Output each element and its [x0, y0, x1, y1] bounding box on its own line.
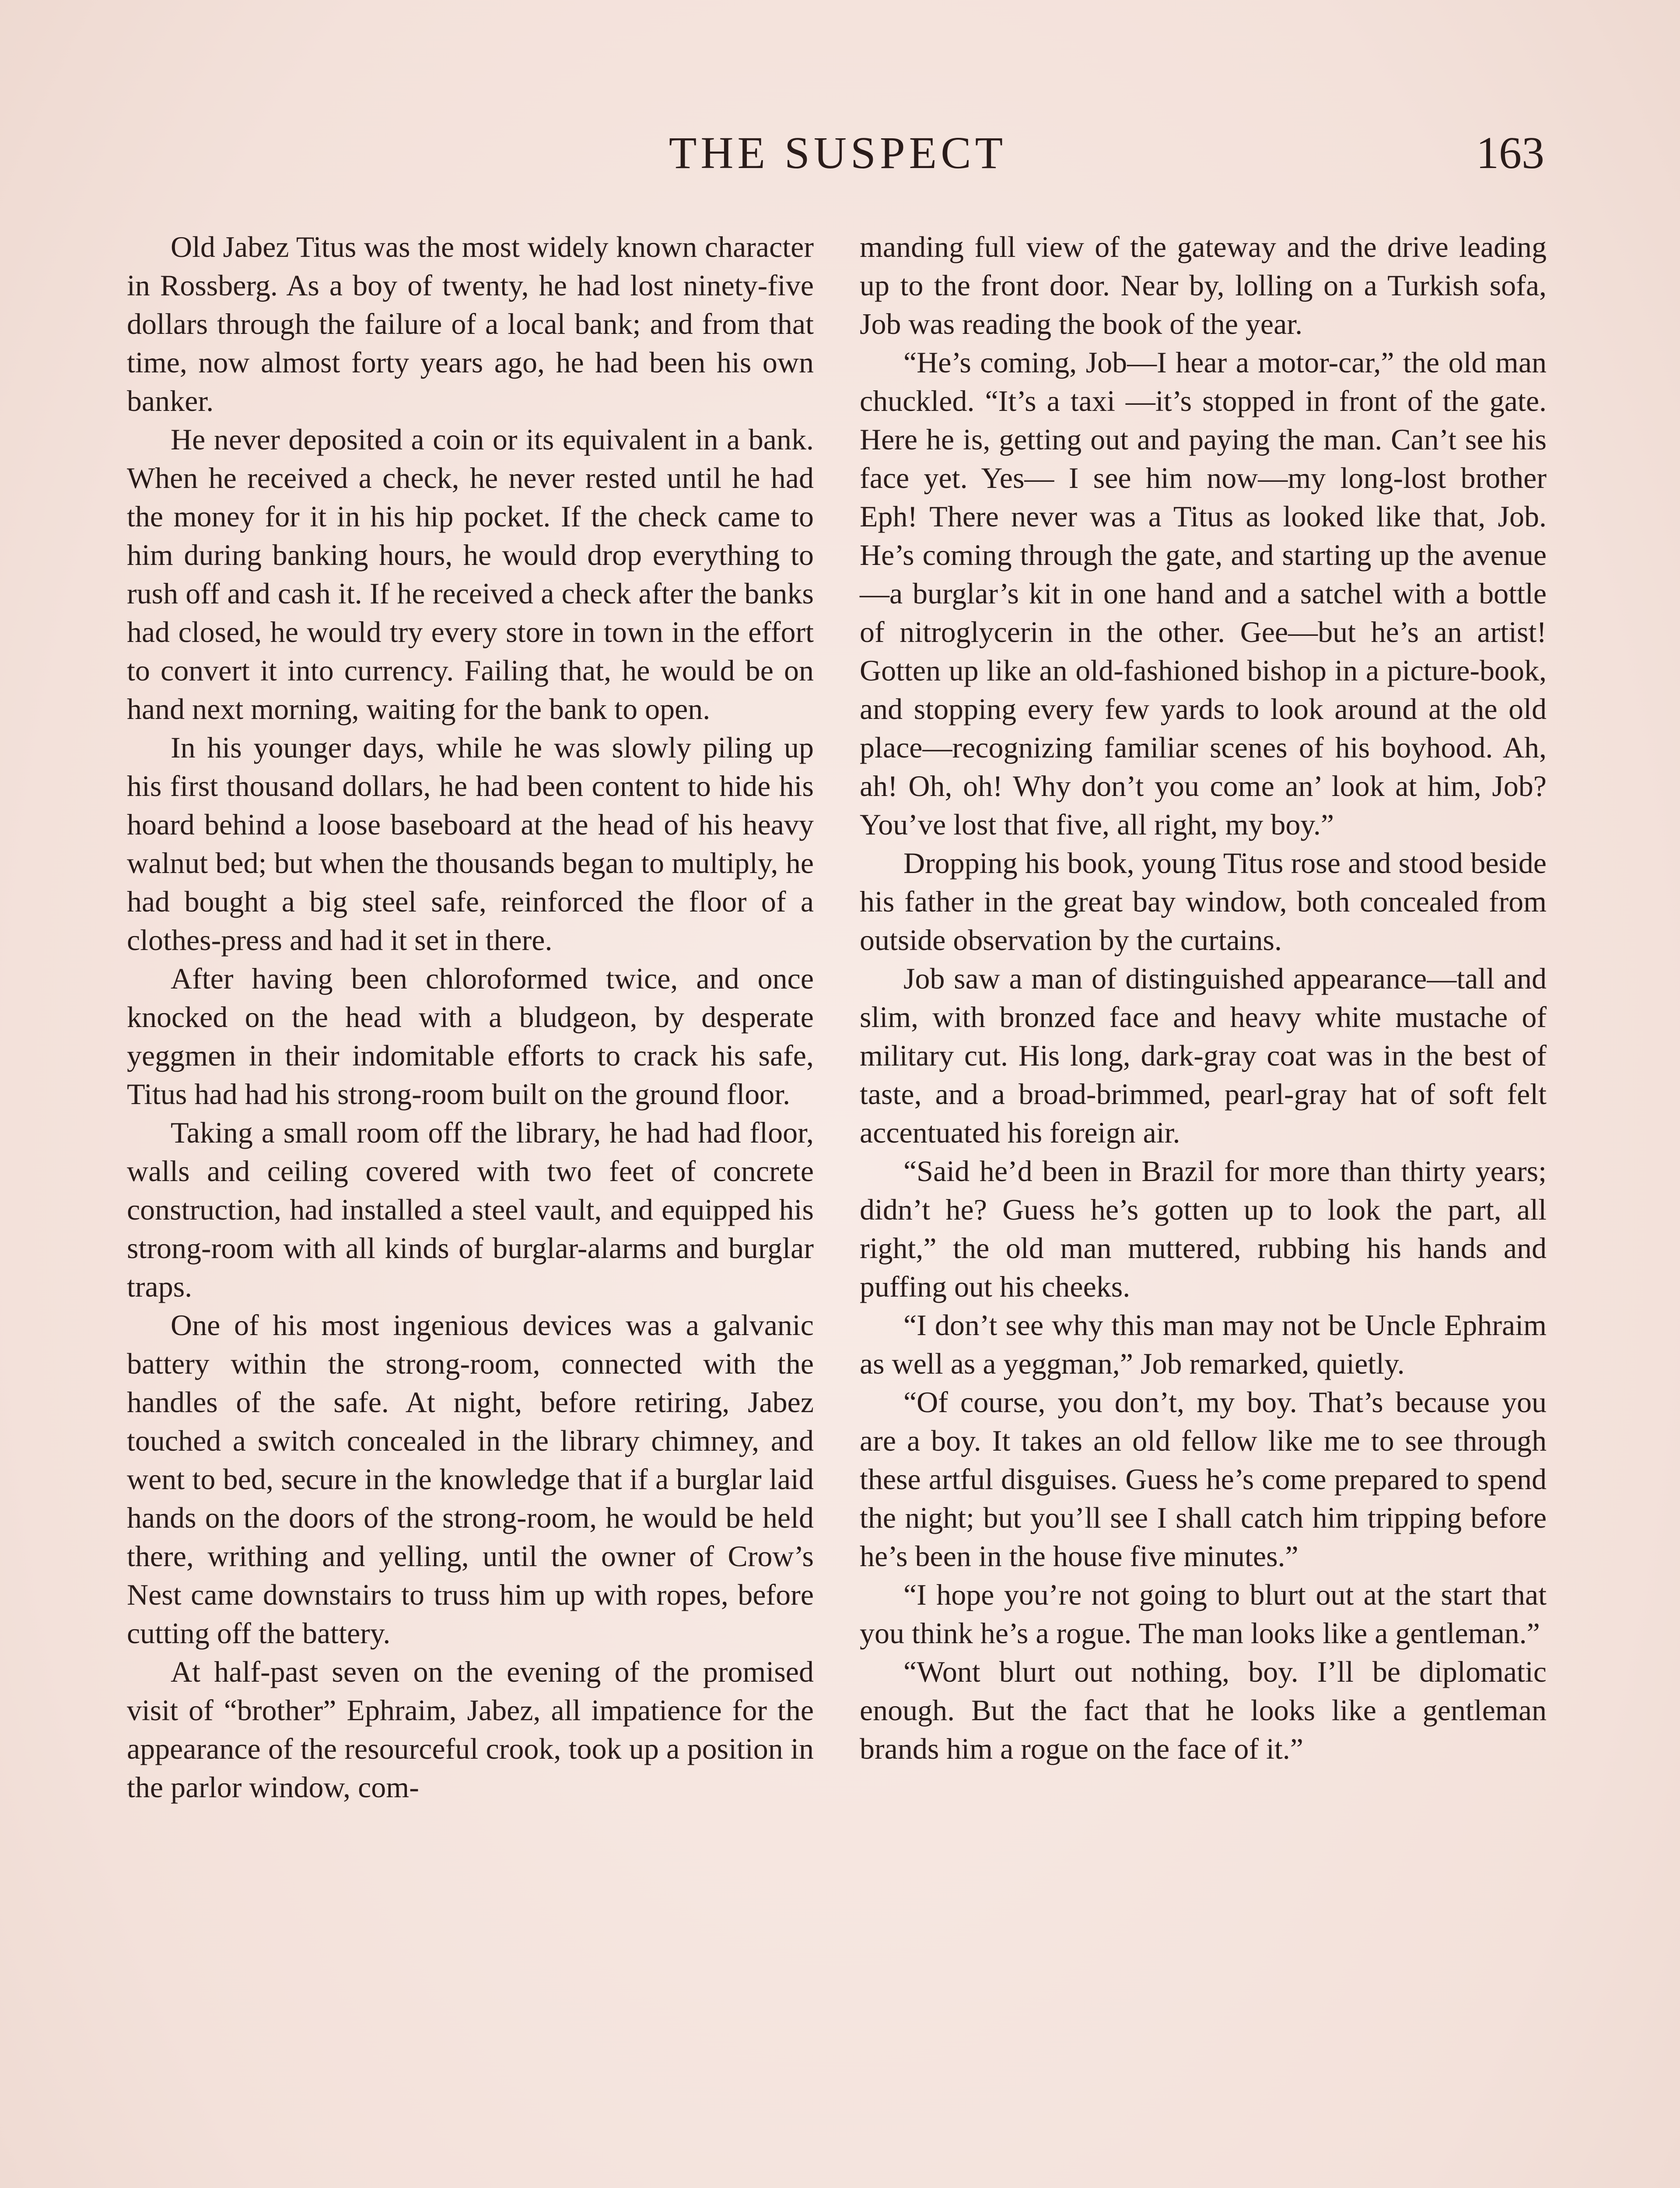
paragraph: “Wont blurt out nothing, boy. I’ll be diplomatic enough. But the fact that he looks like a gentleman brands him a rogue on the face of it.” — [860, 1655, 1547, 1765]
paragraph: “Of course, you don’t, my boy. That’s because you are a boy. It takes an old fellow like me to see through these artful disguises. Guess he’s come prepared to spend the night; but you’ll see I shall catch him tripping before he’s been in the house five minutes.” — [860, 1385, 1547, 1573]
left-column — [127, 228, 814, 2188]
paragraph: Taking a small room off the library, he had had floor, walls and ceiling covered with two feet of concrete construction, had installed a steel vault, and equipped his strong-room with all kinds of burglar-alarms and burglar traps. — [127, 1116, 814, 1303]
paragraph-continued: manding full view of the gateway and the drive leading up to the front door. Near by, lolling on a Turkish sofa, Job was reading the book of the year. — [860, 230, 1547, 340]
paragraph: After having been chloroformed twice, and once knocked on the head with a bludgeon, by desperate yeggmen in their indomitable efforts to crack his safe, Titus had had his strong-room built on the ground floor. — [127, 962, 814, 1111]
page-number: 163 — [1476, 128, 1544, 178]
right-column — [860, 228, 1547, 2188]
text-columns — [127, 228, 1547, 2188]
paragraph: “I don’t see why this man may not be Uncle Ephraim as well as a yeggman,” Job remarked, quietly. — [860, 1308, 1547, 1380]
paragraph: Dropping his book, young Titus rose and stood beside his father in the great bay window, both concealed from outside observation by the curtains. — [860, 846, 1547, 957]
page-header — [131, 127, 1544, 188]
paragraph: Old Jabez Titus was the most widely known character in Rossberg. As a boy of twenty, he had lost ninety-five dollars through the failure of a local bank; and from that time, now almost forty years ago, he had been his own banker. — [127, 230, 814, 417]
paragraph: “He’s coming, Job—I hear a motor-car,” the old man chuckled. “It’s a taxi —it’s stopped in front of the gate. Here he is, getting out and paying the man. Can’t see his face yet. Yes— I see him now—my long-lost brother Eph! There never was a Titus as looked like that, Job. He’s coming through the gate, and starting up the avenue—a burglar’s kit in one hand and a satchel with a bottle of nitroglycerin in the other. Gee—but he’s an artist! Gotten up like an old-fashioned bishop in a picture-book, and stopping every few yards to look around at the old place—recognizing familiar scenes of his boyhood. Ah, ah! Oh, oh! Why don’t you come an’ look at him, Job? You’ve lost that five, all right, my boy.” — [860, 346, 1547, 841]
running-title: THE SUSPECT — [668, 128, 1007, 178]
paragraph: “I hope you’re not going to blurt out at the start that you think he’s a rogue. The man looks like a gentleman.” — [860, 1578, 1547, 1650]
paragraph: One of his most ingenious devices was a galvanic battery within the strong-room, connected with the handles of the safe. At night, before retiring, Jabez touched a switch concealed in the library chimney, and went to bed, secure in the knowledge that if a burglar laid hands on the doors of the strong-room, he would be held there, writhing and yelling, until the owner of Crow’s Nest came downstairs to truss him up with ropes, before cutting off the battery. — [127, 1308, 814, 1650]
paragraph: Job saw a man of distinguished appearance—tall and slim, with bronzed face and heavy white mustache of military cut. His long, dark-gray coat was in the best of taste, and a broad-brimmed, pearl-gray hat of soft felt accentuated his foreign air. — [860, 962, 1547, 1149]
paragraph: He never deposited a coin or its equivalent in a bank. When he received a check, he never rested until he had the money for it in his hip pocket. If the check came to him during banking hours, he would drop everything to rush off and cash it. If he received a check after the banks had closed, he would try every store in town in the effort to convert it into currency. Failing that, he would be on hand next morning, waiting for the bank to open. — [127, 423, 814, 726]
paragraph: “Said he’d been in Brazil for more than thirty years; didn’t he? Guess he’s gotten up to look the part, all right,” the old man muttered, rubbing his hands and puffing out his cheeks. — [860, 1154, 1547, 1303]
paragraph: At half-past seven on the evening of the promised visit of “brother” Ephraim, Jabez, all impatience for the appearance of the resourceful crook, took up a position in the parlor window, com- — [127, 1655, 814, 1804]
paragraph: In his younger days, while he was slowly piling up his first thousand dollars, he had been content to hide his hoard behind a loose baseboard at the head of his heavy walnut bed; but when the thousands began to multiply, he had bought a big steel safe, reinforced the floor of a clothes-press and had it set in there. — [127, 731, 814, 957]
